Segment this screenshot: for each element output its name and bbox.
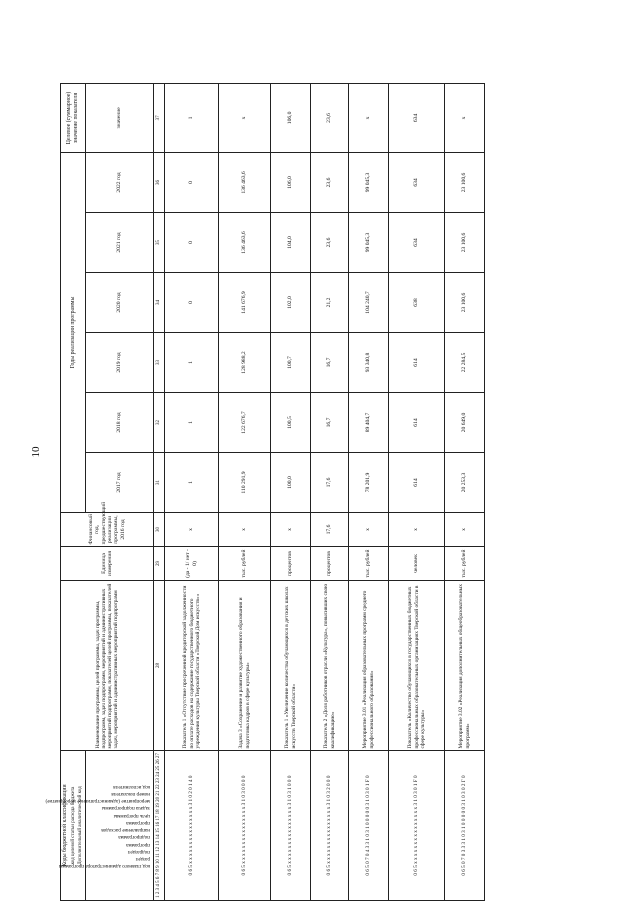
row-2017: 1 xyxy=(165,453,219,513)
row-2022: 23,6 xyxy=(311,152,349,212)
additional-group-label: Дополнительный аналитический код xyxy=(78,786,84,865)
row-2019: 1 xyxy=(165,333,219,393)
row-fin-year: x xyxy=(349,513,389,547)
row-codes: 0 6 5 x x x x x x x x x x x x x x x 3 1 0 3 2 0 0 0 xyxy=(311,751,349,901)
row-2019: 614 xyxy=(389,333,445,393)
col-number-unit: 29 xyxy=(154,547,165,581)
row-target: 23,6 xyxy=(311,83,349,152)
col-number-2022: 36 xyxy=(154,152,165,212)
col-dop-zadacha-header: задача подпрограммы xyxy=(101,805,151,812)
row-name: Показатель «Количество обучающихся в государственных бюджетных профессиональных образовательных организациях Тверской области в сфере культуры» xyxy=(389,581,445,751)
row-target: 634 xyxy=(389,83,445,152)
years-group-header: Годы реализации программы xyxy=(61,152,86,512)
row-fin-year: x xyxy=(445,513,485,547)
col-dop-program-header: программа xyxy=(126,819,151,826)
row-2022: 634 xyxy=(389,152,445,212)
row-target: 1 xyxy=(165,83,219,152)
row-unit: (да - 1/ нет - 0) xyxy=(165,547,219,581)
row-name: Мероприятие 3.01 «Реализация образовательных программ среднего профессионального образования» xyxy=(349,581,389,751)
row-codes: 0 6 5 x x x x x x x x x x x x x x x 3 1 0 2 0 1 4 0 xyxy=(165,751,219,901)
row-2018: 122 676,7 xyxy=(219,393,271,453)
row-2020: 21,2 xyxy=(311,273,349,333)
row-2019: 100,7 xyxy=(271,333,311,393)
row-unit: тыс. рублей xyxy=(219,547,271,581)
row-target: x xyxy=(349,83,389,152)
row-fin-year: x xyxy=(165,513,219,547)
row-name: Показатель 1 «Увеличение количества обучающихся в детских школах искусств Тверской области» xyxy=(271,581,311,751)
row-name: Показатель 2 «Доля работников отрасли «Культура», повысивших свою квалификацию» xyxy=(311,581,349,751)
row-2017: 78 201,9 xyxy=(349,453,389,513)
row-codes: 0 6 5 x x x x x x x x x x x x x x x 3 1 0 3 0 1 F 0 xyxy=(389,751,445,901)
year-2018-header: 2018 год xyxy=(86,393,154,453)
table-row xyxy=(445,83,485,900)
table-row xyxy=(219,83,271,900)
col-number-2021: 35 xyxy=(154,213,165,273)
col-number-2020: 34 xyxy=(154,273,165,333)
row-2022: 23 100,6 xyxy=(445,152,485,212)
row-2022: 99 045,3 xyxy=(349,152,389,212)
row-target: x xyxy=(219,83,271,152)
row-unit: процентов xyxy=(311,547,349,581)
row-fin-year: x xyxy=(271,513,311,547)
table-row xyxy=(165,83,219,900)
year-2019-header: 2019 год xyxy=(86,333,154,393)
row-2022: 106,0 xyxy=(271,152,311,212)
row-codes: 0 6 5 0 7 0 4 3 3 1 0 3 1 0 0 0 0 0 3 1 0 3 0 1 F 0 xyxy=(349,751,389,901)
col-number-2017: 31 xyxy=(154,453,165,513)
col-number-target: 37 xyxy=(154,83,165,152)
table-row xyxy=(271,83,311,900)
row-unit: человек xyxy=(389,547,445,581)
row-name: Мероприятие 3.02 «Реализация дополнительных общеобразовательных программ» xyxy=(445,581,485,751)
row-codes: 0 6 5 0 7 0 3 3 3 1 0 3 1 0 0 0 0 0 3 1 0 3 0 2 Г 0 xyxy=(445,751,485,901)
row-2017: 20 253,3 xyxy=(445,453,485,513)
row-2020: 0 xyxy=(165,273,219,333)
year-2022-header: 2022 год xyxy=(86,152,154,212)
col-subprogram-header: подпрограмма xyxy=(118,834,151,841)
col-dop-pokaz-header: номер показателя xyxy=(111,790,151,797)
row-fin-year: x xyxy=(389,513,445,547)
row-2020: 141 676,9 xyxy=(219,273,271,333)
row-2020: 104 240,7 xyxy=(349,273,389,333)
table-row xyxy=(389,83,445,900)
col-dop-cel-header: цель программы xyxy=(113,812,151,819)
row-2018: 89 404,7 xyxy=(349,393,389,453)
rotated-table-sheet xyxy=(45,84,570,901)
row-2021: 104,0 xyxy=(271,213,311,273)
row-2019: 22 284,5 xyxy=(445,333,485,393)
row-codes: 0 6 5 x x x x x x x x x x x x x x x 3 1 0 3 0 0 0 0 xyxy=(219,751,271,901)
row-2021: 0 xyxy=(165,213,219,273)
col-number-name: 28 xyxy=(154,581,165,751)
target-group-header: Целевое (суммарное) значение показателя xyxy=(61,83,86,152)
row-2018: 100,5 xyxy=(271,393,311,453)
row-unit: тыс. рублей xyxy=(349,547,389,581)
col-direction-header: направление расходов xyxy=(101,827,151,834)
col-dop-kod-header: код исполнителя xyxy=(113,783,151,790)
column-number-row xyxy=(154,83,165,900)
year-2020-header: 2020 год xyxy=(86,273,154,333)
row-2020: 102,0 xyxy=(271,273,311,333)
row-2019: 93 340,8 xyxy=(349,333,389,393)
row-target: x xyxy=(445,83,485,152)
row-unit: тыс. рублей xyxy=(445,547,485,581)
target-code-group-label: код целевой статьи расхода бюджета xyxy=(70,786,76,865)
row-2017: 17,6 xyxy=(311,453,349,513)
program-table xyxy=(45,83,485,901)
row-unit: процентов xyxy=(271,547,311,581)
row-2018: 614 xyxy=(389,393,445,453)
row-2018: 16,7 xyxy=(311,393,349,453)
row-2018: 20 649,0 xyxy=(445,393,485,453)
codes-group-label: Коды бюджетной классификации xyxy=(62,784,68,867)
row-2018: 1 xyxy=(165,393,219,453)
col-number-2018: 32 xyxy=(154,393,165,453)
row-2022: 0 xyxy=(165,152,219,212)
col-number-2019: 33 xyxy=(154,333,165,393)
col-program-header: программа xyxy=(126,841,151,848)
page-number: 10 xyxy=(30,446,42,458)
row-2017: 614 xyxy=(389,453,445,513)
year-2021-header: 2021 год xyxy=(86,213,154,273)
col-podrazdel-header: подраздел xyxy=(127,848,151,855)
row-2020: 638 xyxy=(389,273,445,333)
row-2021: 23 100,6 xyxy=(445,213,485,273)
row-2019: 16,7 xyxy=(311,333,349,393)
row-fin-year: x xyxy=(219,513,271,547)
col-admin-header: код главного администратора программы xyxy=(59,863,151,870)
row-2017: 110 291,9 xyxy=(219,453,271,513)
row-2021: 23,6 xyxy=(311,213,349,273)
row-target: 106,0 xyxy=(271,83,311,152)
row-2017: 100,0 xyxy=(271,453,311,513)
row-2020: 23 100,6 xyxy=(445,273,485,333)
col-number-codes: 1 2 3 4 5 6 7 8 9 10 11 12 13 14 15 16 17 18 19 20 21 22 23 24 25 26 27 xyxy=(154,751,165,901)
table-row xyxy=(349,83,389,900)
row-2021: 99 045,3 xyxy=(349,213,389,273)
codes-group-header xyxy=(61,751,86,901)
col-razdel-header: раздел xyxy=(135,856,151,863)
name-column-header: Наименование программы, целей программы, задач программы, подпрограмм, задач подпрограмм, мероприятий и административных мероприятий подпрограмм, показателей целей программы, показателей задач, мероприятий и административных мероприятий подпрограмм xyxy=(61,581,154,751)
unit-column-header: Единица измерения xyxy=(61,547,154,581)
row-2022: 136 463,6 xyxy=(219,152,271,212)
row-name: Задача 3 «Сохранение и развитие художественного образования и подготовка кадров в сфере культуры» xyxy=(219,581,271,751)
row-fin-year: 17,6 xyxy=(311,513,349,547)
table-row xyxy=(311,83,349,900)
row-name: Показатель 1 «Отсутствие просроченной кредиторской задолженности по оплате расходов на содержание государственного бюджетного учреждения культуры Тверской области «Тверской Дом искусств»» xyxy=(165,581,219,751)
target-value-header: значение xyxy=(86,83,154,152)
row-2021: 136 463,6 xyxy=(219,213,271,273)
col-number-fin: 30 xyxy=(154,513,165,547)
row-codes: 0 6 5 x x x x x x x x x x x x x x x 3 1 0 3 1 0 0 0 xyxy=(271,751,311,901)
fin-year-column-header: Финансовый год, предшествующий реализации программы, 2016 год xyxy=(61,513,154,547)
row-2021: 634 xyxy=(389,213,445,273)
row-2019: 128 988,2 xyxy=(219,333,271,393)
year-2017-header: 2017 год xyxy=(86,453,154,513)
col-dop-meropr-header: мероприятие (административное мероприятие) xyxy=(45,798,151,805)
